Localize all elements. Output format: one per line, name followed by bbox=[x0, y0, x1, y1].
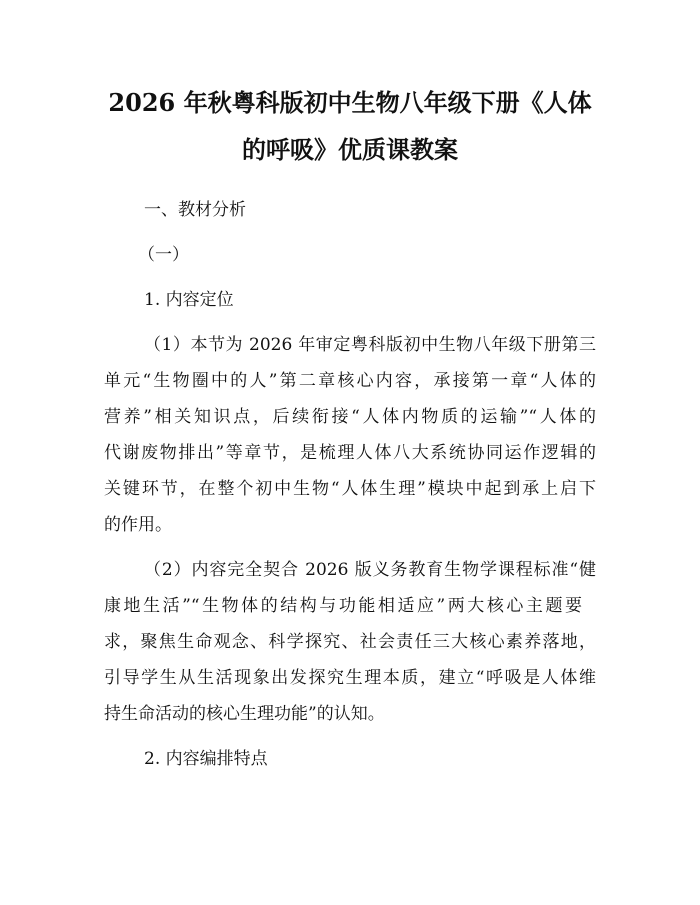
paragraph1-line-1: （1）本节为 2026 年审定粤科版初中生物八年级下册第三 bbox=[144, 335, 596, 355]
paragraph1-line-3: 营养”相关知识点，后续衔接“人体内物质的运输”“人体的 bbox=[104, 407, 596, 427]
paragraph1-line-5: 关键环节，在整个初中生物“人体生理”模块中起到承上启下 bbox=[104, 479, 596, 499]
paragraph1-line-4: 代谢废物排出”等章节，是梳理人体八大系统协同运作逻辑的 bbox=[104, 443, 596, 463]
paragraph2-line-1: （2）内容完全契合 2026 版义务教育生物学课程标准“健 bbox=[144, 560, 596, 580]
document-title-line-2: 的呼吸》优质课教案 bbox=[242, 135, 458, 164]
subsection-marker: （一） bbox=[138, 245, 189, 265]
document-title-line-1: 2026 年秋粤科版初中生物八年级下册《人体 bbox=[108, 88, 592, 117]
paragraph1-line-6: 的作用。 bbox=[104, 515, 172, 535]
paragraph1-line-2: 单元“生物圈中的人”第二章核心内容，承接第一章“人体的 bbox=[104, 371, 596, 391]
paragraph2-line-4: 引导学生从生活现象出发探究生理本质，建立“呼吸是人体维 bbox=[104, 668, 596, 688]
paragraph2-line-3: 求，聚焦生命观念、科学探究、社会责任三大核心素养落地， bbox=[104, 632, 596, 652]
item1-heading: 1. 内容定位 bbox=[144, 290, 234, 310]
section-heading: 一、教材分析 bbox=[144, 200, 246, 220]
paragraph2-line-2: 康地生活”“生物体的结构与功能相适应”两大核心主题要 bbox=[104, 596, 582, 616]
item2-heading: 2. 内容编排特点 bbox=[144, 749, 268, 769]
paragraph2-line-5: 持生命活动的核心生理功能”的认知。 bbox=[104, 704, 385, 724]
